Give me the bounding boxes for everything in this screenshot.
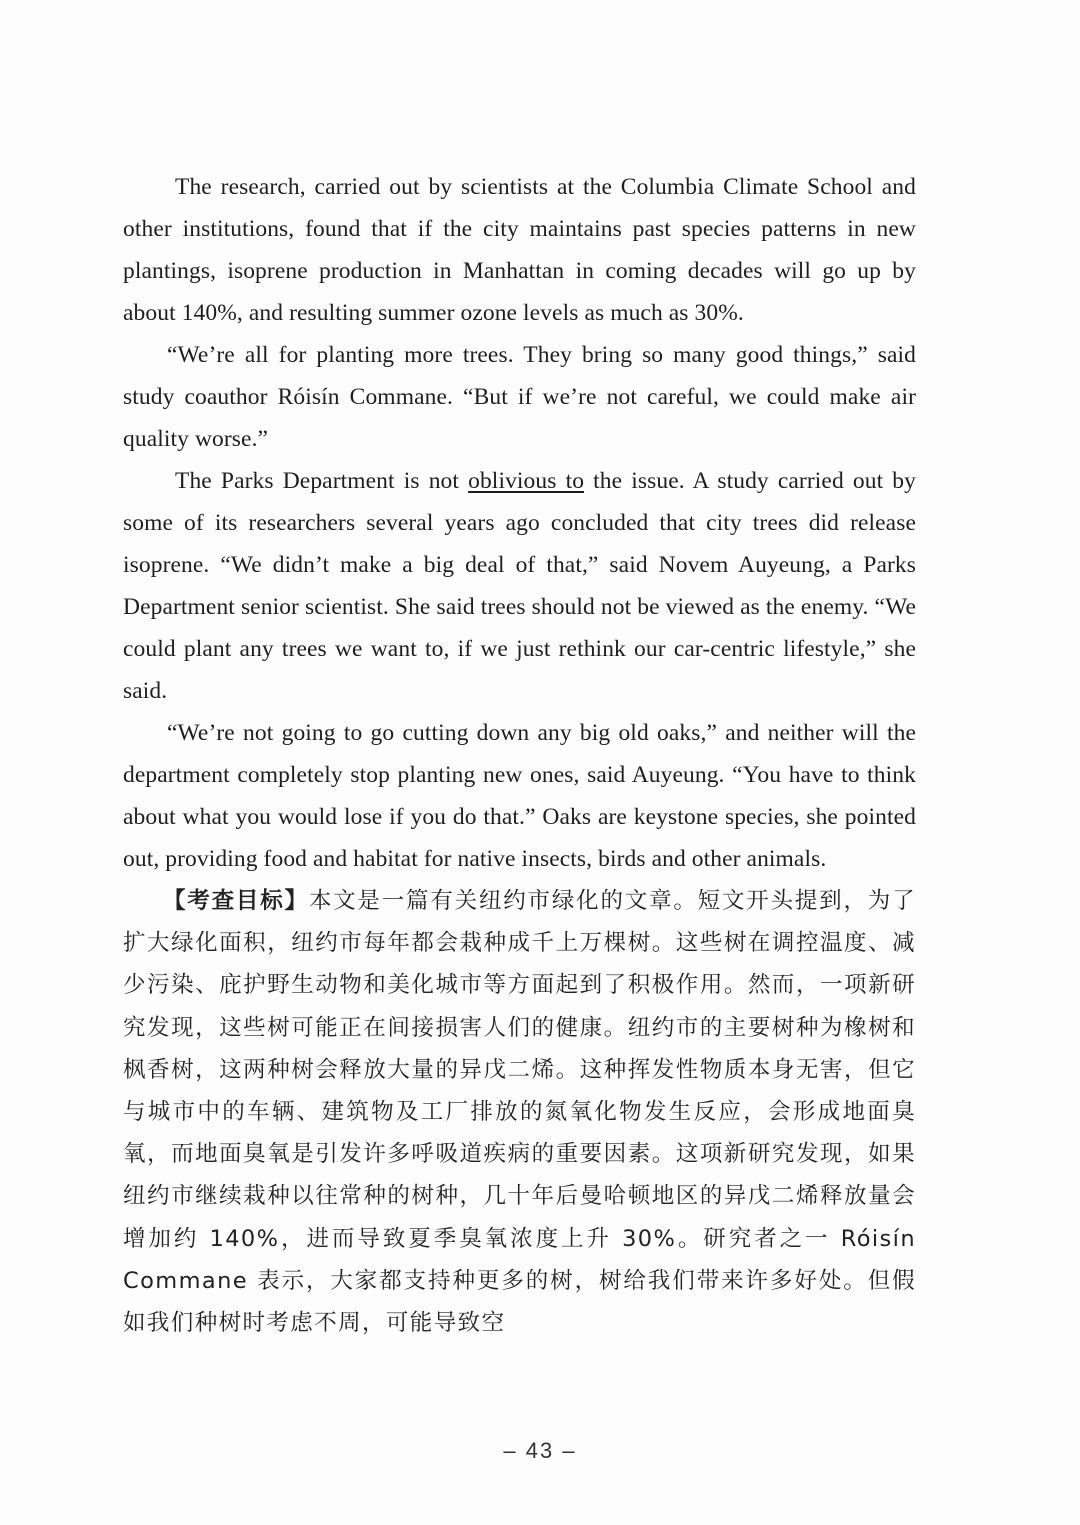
paragraph-parks-text-after: the issue. A study carried out by some of its researchers several years ago concluded that city trees did release isoprene. “We didn’t make a big deal of that,” said Novem Auyeung, a Parks Department senior scientist. She said trees should not be viewed as the enemy. “We could plant any trees we want to, if we just rethink our car-centric lifestyle,” she said. bbox=[123, 468, 916, 704]
page-number: – 43 – bbox=[503, 1438, 577, 1463]
paragraph-oaks: “We’re not going to go cutting down any big old oaks,” and neither will the department completely stop planting new ones, said Auyeung. “You have to think about what you would lose if you do that.” Oaks are keystone species, she pointed out, providing food and habitat for native insects, birds and other animals. bbox=[123, 720, 916, 872]
analysis-paragraph bbox=[123, 880, 916, 1344]
underlined-phrase: oblivious to bbox=[468, 468, 585, 494]
paragraph-research: The research, carried out by scientists at the Columbia Climate School and other institutions, found that if the city maintains past species patterns in new plantings, isoprene production in Manhattan in coming decades will go up by about 140%, and resulting summer ozone levels as much as 30%. bbox=[123, 174, 916, 326]
analysis-body: 本文是一篇有关纽约市绿化的文章。短文开头提到，为了扩大绿化面积，纽约市每年都会栽种成千上万棵树。这些树在调控温度、减少污染、庇护野生动物和美化城市等方面起到了积极作用。然而，一项新研究发现，这些树可能正在间接损害人们的健康。纽约市的主要树种为橡树和枫香树，这两种树会释放大量的异戊二烯。这种挥发性物质本身无害，但它与城市中的车辆、建筑物及工厂排放的氮氧化物发生反应，会形成地面臭氧，而地面臭氧是引发许多呼吸道疾病的重要因素。这项新研究发现，如果纽约市继续栽种以往常种的树种，几十年后曼哈顿地区的异戊二烯释放量会增加约 140%，进而导致夏季臭氧浓度上升 30%。研究者之一 Róisín Commane 表示，大家都支持种更多的树，树给我们带来许多好处。但假如我们种树时考虑不周，可能导致空 bbox=[123, 888, 916, 1337]
paragraph-parks-department bbox=[123, 460, 916, 712]
article-body bbox=[123, 166, 916, 1344]
paragraph-commane-quote: “We’re all for planting more trees. They bring so many good things,” said study coauthor Róisín Commane. “But if we’re not careful, we could make air quality worse.” bbox=[123, 342, 916, 452]
analysis-heading: 【考查目标】 bbox=[163, 888, 309, 914]
paragraph-parks-text-before: The Parks Department is not bbox=[175, 468, 469, 494]
